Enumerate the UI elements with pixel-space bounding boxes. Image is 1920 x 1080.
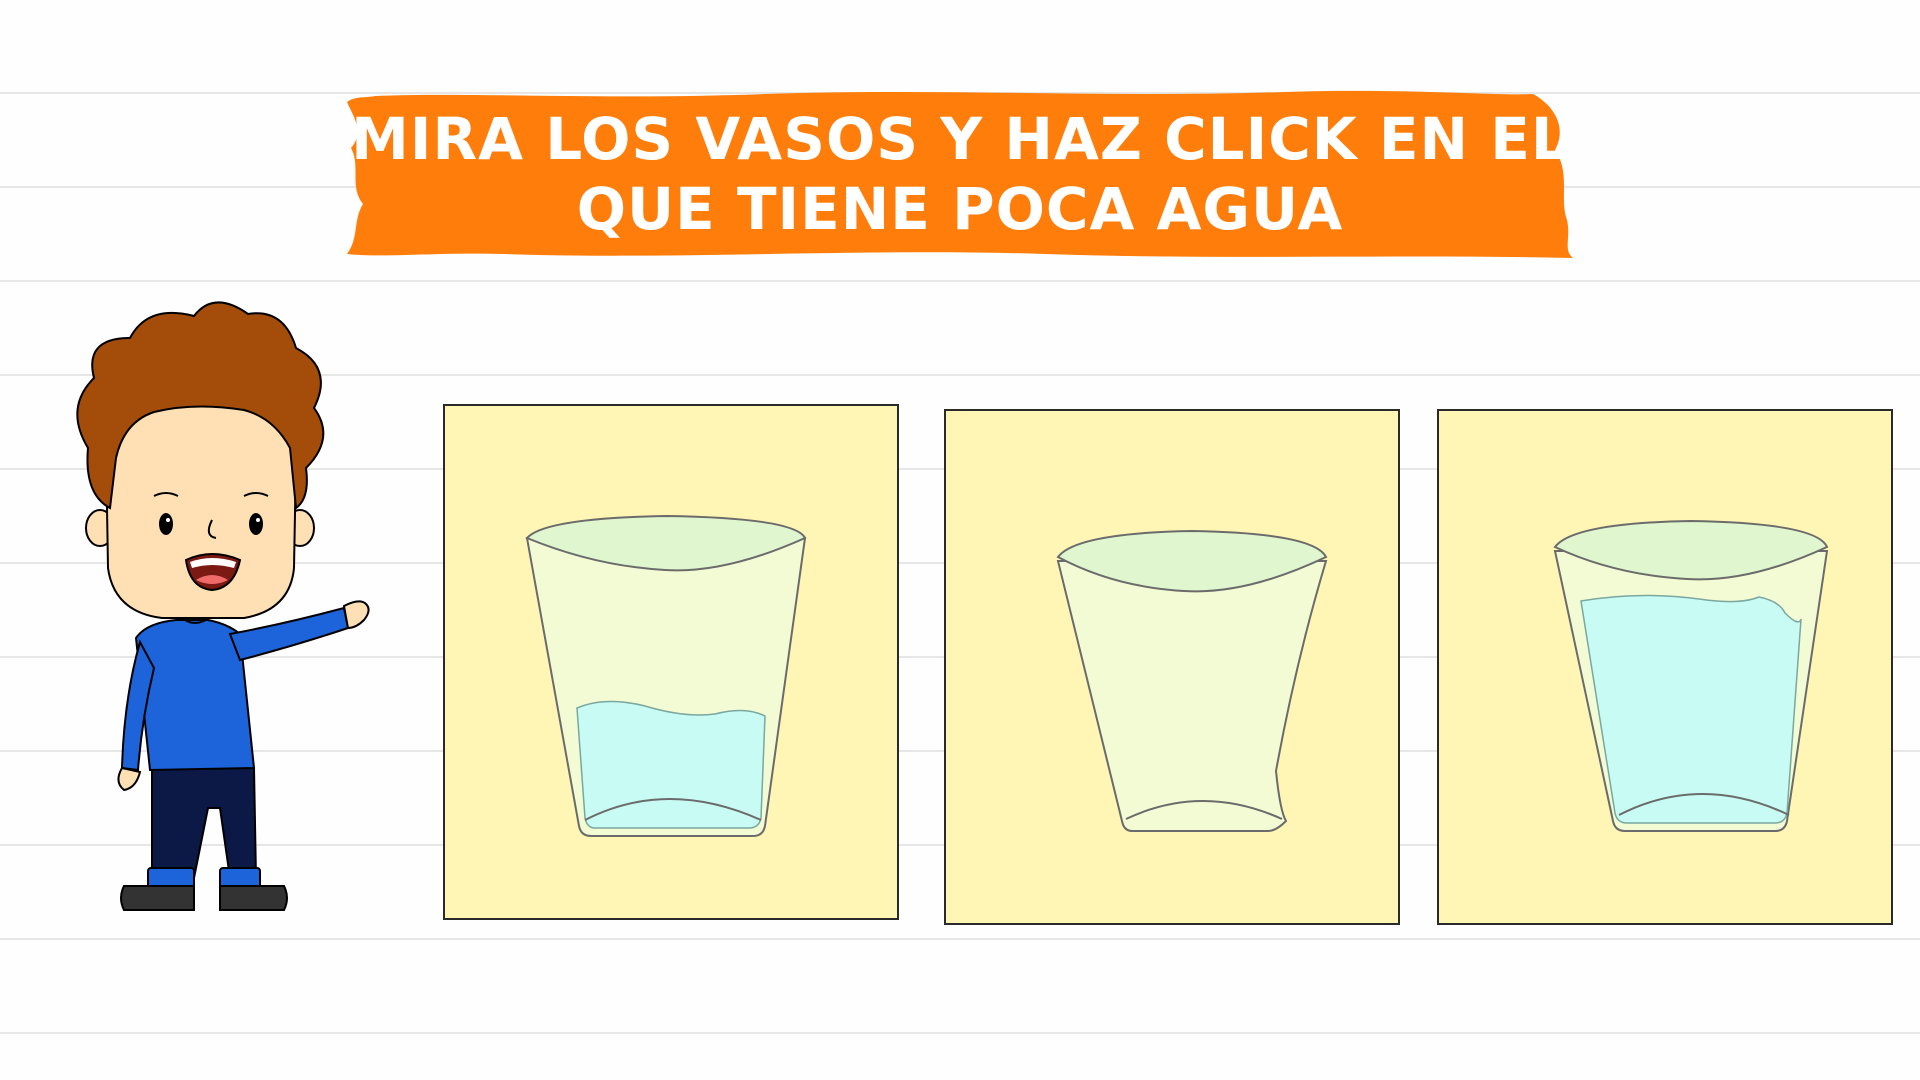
- instruction-banner: [345, 88, 1575, 260]
- boy-pointing-icon: [44, 298, 374, 938]
- instruction-line-1: MIRA LOS VASOS Y HAZ CLICK EN EL: [351, 105, 1569, 173]
- water-fill: [1581, 595, 1801, 823]
- glass-card-2[interactable]: [944, 409, 1400, 925]
- glass-card-3[interactable]: [1437, 409, 1893, 925]
- water-fill: [577, 701, 765, 828]
- glass-card-1[interactable]: [443, 404, 899, 920]
- instruction-line-2: QUE TIENE POCA AGUA: [576, 175, 1344, 243]
